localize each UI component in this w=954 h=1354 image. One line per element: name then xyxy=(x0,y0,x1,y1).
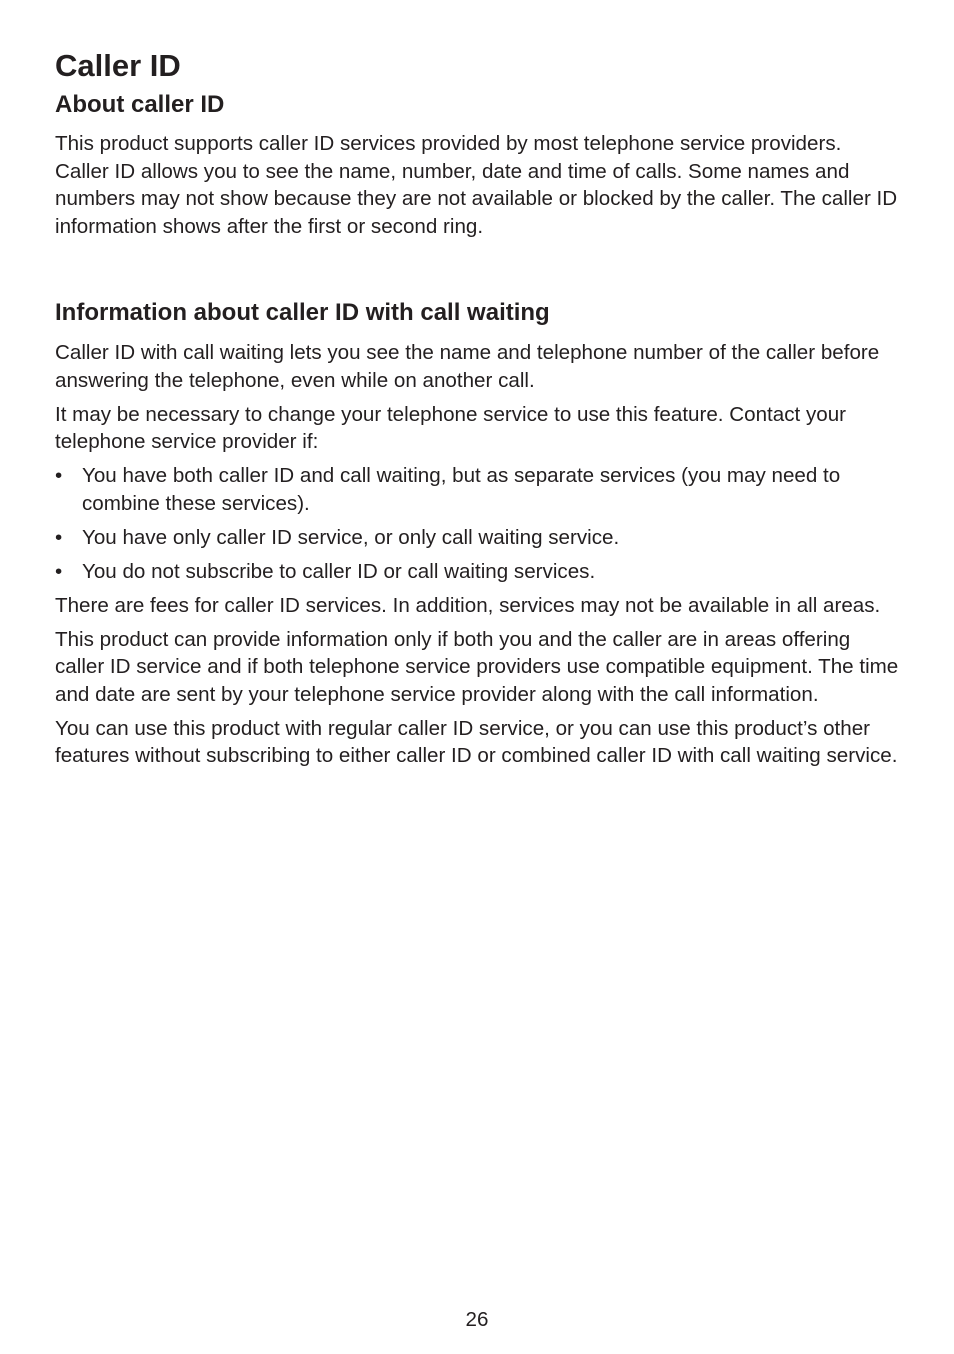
bullet-icon: • xyxy=(55,525,63,549)
list-item-text: You have only caller ID service, or only call waiting service. xyxy=(82,525,620,549)
list-item-text: You have both caller ID and call waiting, but as separate services (you may need to combine these services). xyxy=(82,464,841,515)
page-title: Caller ID xyxy=(55,48,181,83)
list-item xyxy=(55,524,900,552)
call-waiting-heading: Information about caller ID with call waiting xyxy=(55,299,550,326)
list-item-text: You do not subscribe to caller ID or call waiting services. xyxy=(82,559,596,583)
page-number: 26 xyxy=(465,1308,489,1331)
list-item xyxy=(55,462,900,517)
compatibility-paragraph: This product can provide information only if both you and the caller are in areas offering caller ID service and if both telephone service providers use compatible equipment. The time and date are sent by your telephone service provider along with the call information. xyxy=(55,627,899,706)
fees-paragraph: There are fees for caller ID services. In addition, services may not be available in all areas. xyxy=(55,593,881,617)
document-page xyxy=(55,47,900,770)
call-waiting-paragraph-2: It may be necessary to change your telephone service to use this feature. Contact your telephone service provider if: xyxy=(55,402,847,453)
usage-paragraph: You can use this product with regular caller ID service, or you can use this product’s other features without subscribing to either caller ID or combined caller ID with call waiting service. xyxy=(55,716,898,767)
bullet-icon: • xyxy=(55,464,63,487)
call-waiting-paragraph-1: Caller ID with call waiting lets you see the name and telephone number of the caller before answering the telephone, even while on another call. xyxy=(55,341,880,392)
provider-conditions-list xyxy=(55,462,900,585)
bullet-icon: • xyxy=(55,559,63,583)
list-item xyxy=(55,558,900,586)
section-spacer xyxy=(55,240,900,298)
about-paragraph: This product supports caller ID services provided by most telephone service providers. Caller ID allows you to see the name, number, date and time of calls. Some names and numbers may not show because they are not available or blocked by the caller. The caller ID information shows after the first or second ring. xyxy=(55,132,898,238)
about-heading: About caller ID xyxy=(55,91,225,118)
